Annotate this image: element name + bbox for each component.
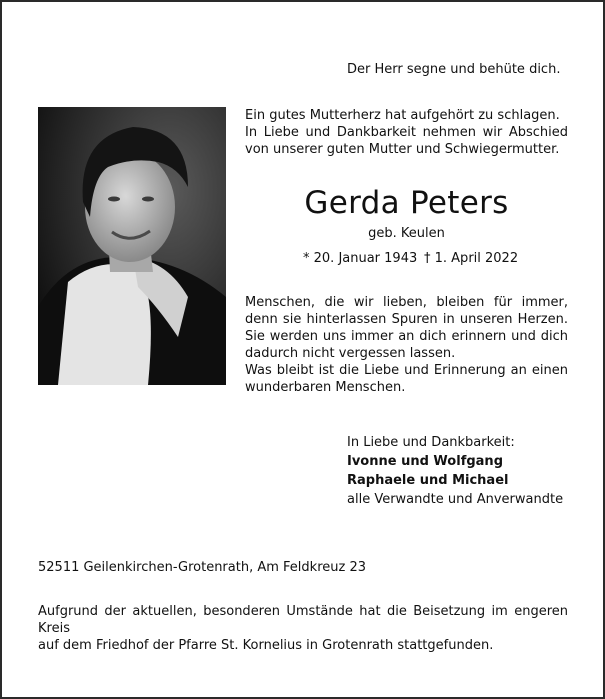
deceased-name: Gerda Peters xyxy=(304,185,509,221)
poem-line: dadurch nicht vergessen lassen. xyxy=(245,346,456,361)
address-line: 52511 Geilenkirchen-Grotenrath, Am Feldkreuz 23 xyxy=(38,560,366,575)
death-date: † 1. April 2022 xyxy=(424,251,519,266)
portrait-photo xyxy=(38,107,226,385)
burial-note xyxy=(38,603,568,654)
poem-line: denn sie hinterlassen Spuren in unseren Herzen. xyxy=(245,312,568,327)
poem-line: wunderbaren Menschen. xyxy=(245,380,406,395)
poem-line: Menschen, die wir lieben, bleiben für immer, xyxy=(245,295,568,310)
blessing-line: Der Herr segne und behüte dich. xyxy=(347,62,561,77)
burial-note-line: auf dem Friedhof der Pfarre St. Kornelius in Grotenrath stattgefunden. xyxy=(38,638,494,653)
mourner-name: Ivonne und Wolfgang xyxy=(347,454,503,469)
intro-line: In Liebe und Dankbarkeit nehmen wir Abschied xyxy=(245,125,568,140)
mourners-others: alle Verwandte und Anverwandte xyxy=(347,492,564,507)
poem-paragraph xyxy=(245,294,568,396)
mourner-name: Raphaele und Michael xyxy=(347,473,509,488)
poem-line: Was bleibt ist die Liebe und Erinnerung an einen xyxy=(245,363,568,378)
mourners-heading: In Liebe und Dankbarkeit: xyxy=(347,435,515,450)
intro-line: Ein gutes Mutterherz hat aufgehört zu schlagen. xyxy=(245,108,560,123)
intro-line: von unserer guten Mutter und Schwiegermutter. xyxy=(245,142,560,157)
burial-note-line: Aufgrund der aktuellen, besonderen Umstände hat die Beisetzung im engeren Kreis xyxy=(38,604,568,636)
intro-paragraph xyxy=(245,107,568,158)
birth-name: geb. Keulen xyxy=(368,226,445,241)
birth-date: * 20. Januar 1943 xyxy=(303,251,418,266)
poem-line: Sie werden uns immer an dich erinnern und dich xyxy=(245,329,568,344)
